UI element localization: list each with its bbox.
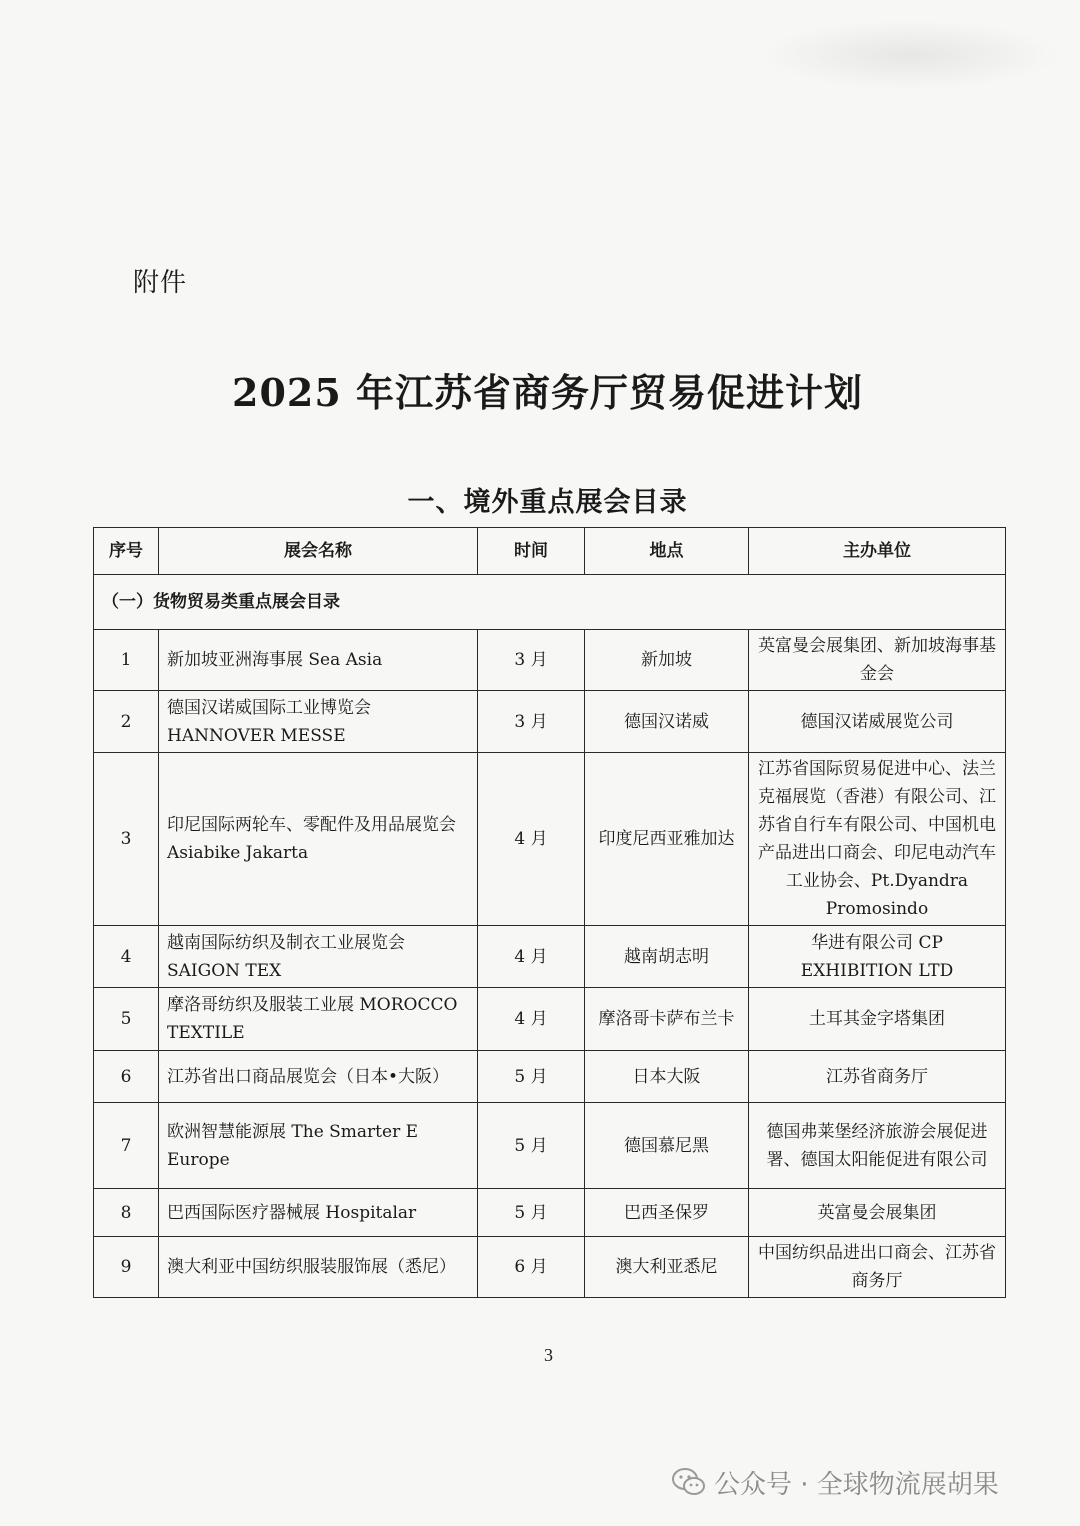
row-place: 德国汉诺威 [585,691,749,753]
row-place: 新加坡 [585,630,749,691]
row-organizer: 华进有限公司 CP EXHIBITION LTD [749,926,1006,988]
row-name: 摩洛哥纺织及服装工业展 MOROCCO TEXTILE [159,988,478,1051]
row-name: 澳大利亚中国纺织服装服饰展（悉尼） [159,1237,478,1298]
row-no: 7 [94,1103,159,1189]
row-place: 摩洛哥卡萨布兰卡 [585,988,749,1051]
row-organizer: 德国弗莱堡经济旅游会展促进署、德国太阳能促进有限公司 [749,1103,1006,1189]
row-no: 2 [94,691,159,753]
section-title: 一、境外重点展会目录 [407,487,688,518]
row-place: 越南胡志明 [585,926,749,988]
wechat-icon [672,1467,706,1497]
watermark [672,1462,999,1502]
table-header-row [94,528,1006,575]
row-time: 4 月 [478,988,585,1051]
table-row [94,1237,1006,1298]
row-place: 印度尼西亚雅加达 [585,753,749,926]
row-place: 日本大阪 [585,1051,749,1103]
row-time: 3 月 [478,691,585,753]
row-place: 澳大利亚悉尼 [585,1237,749,1298]
row-no: 6 [94,1051,159,1103]
row-place: 巴西圣保罗 [585,1189,749,1237]
scan-smudge [760,20,1060,90]
row-time: 4 月 [478,926,585,988]
header-place: 地点 [585,528,749,575]
header-organizer: 主办单位 [749,528,1006,575]
row-name: 新加坡亚洲海事展 Sea Asia [159,630,478,691]
watermark-text: 公众号 · 全球物流展胡果 [714,1469,999,1500]
header-time: 时间 [478,528,585,575]
row-time: 5 月 [478,1103,585,1189]
table-row [94,988,1006,1051]
category-row [94,575,1006,630]
table-row [94,630,1006,691]
header-name: 展会名称 [159,528,478,575]
table-row [94,926,1006,988]
table-row [94,691,1006,753]
row-name: 越南国际纺织及制衣工业展览会 SAIGON TEX [159,926,478,988]
row-no: 1 [94,630,159,691]
row-time: 6 月 [478,1237,585,1298]
document-title: 2025 年江苏省商务厅贸易促进计划 [232,370,863,415]
table-row [94,1051,1006,1103]
row-time: 3 月 [478,630,585,691]
row-name: 欧洲智慧能源展 The Smarter E Europe [159,1103,478,1189]
header-no: 序号 [94,528,159,575]
table-row [94,1103,1006,1189]
row-no: 5 [94,988,159,1051]
row-time: 4 月 [478,753,585,926]
row-organizer: 英富曼会展集团 [749,1189,1006,1237]
row-organizer: 中国纺织品进出口商会、江苏省商务厅 [749,1237,1006,1298]
attachment-label: 附件 [133,268,188,298]
row-organizer: 江苏省国际贸易促进中心、法兰克福展览（香港）有限公司、江苏省自行车有限公司、中国机电产品进出口商会、印尼电动汽车工业协会、Pt.Dyandra Promosindo [749,753,1006,926]
row-name: 德国汉诺威国际工业博览会 HANNOVER MESSE [159,691,478,753]
row-organizer: 英富曼会展集团、新加坡海事基金会 [749,630,1006,691]
row-name: 巴西国际医疗器械展 Hospitalar [159,1189,478,1237]
row-place: 德国慕尼黑 [585,1103,749,1189]
row-time: 5 月 [478,1051,585,1103]
table-row [94,1189,1006,1237]
row-no: 9 [94,1237,159,1298]
row-no: 4 [94,926,159,988]
row-name: 印尼国际两轮车、零配件及用品展览会 Asiabike Jakarta [159,753,478,926]
category-label: （一）货物贸易类重点展会目录 [94,575,1006,630]
page-number: 3 [544,1345,553,1365]
row-no: 8 [94,1189,159,1237]
row-time: 5 月 [478,1189,585,1237]
table-row [94,753,1006,926]
row-organizer: 土耳其金字塔集团 [749,988,1006,1051]
row-no: 3 [94,753,159,926]
row-organizer: 德国汉诺威展览公司 [749,691,1006,753]
row-organizer: 江苏省商务厅 [749,1051,1006,1103]
exhibition-table [93,527,1006,1298]
row-name: 江苏省出口商品展览会（日本•大阪） [159,1051,478,1103]
